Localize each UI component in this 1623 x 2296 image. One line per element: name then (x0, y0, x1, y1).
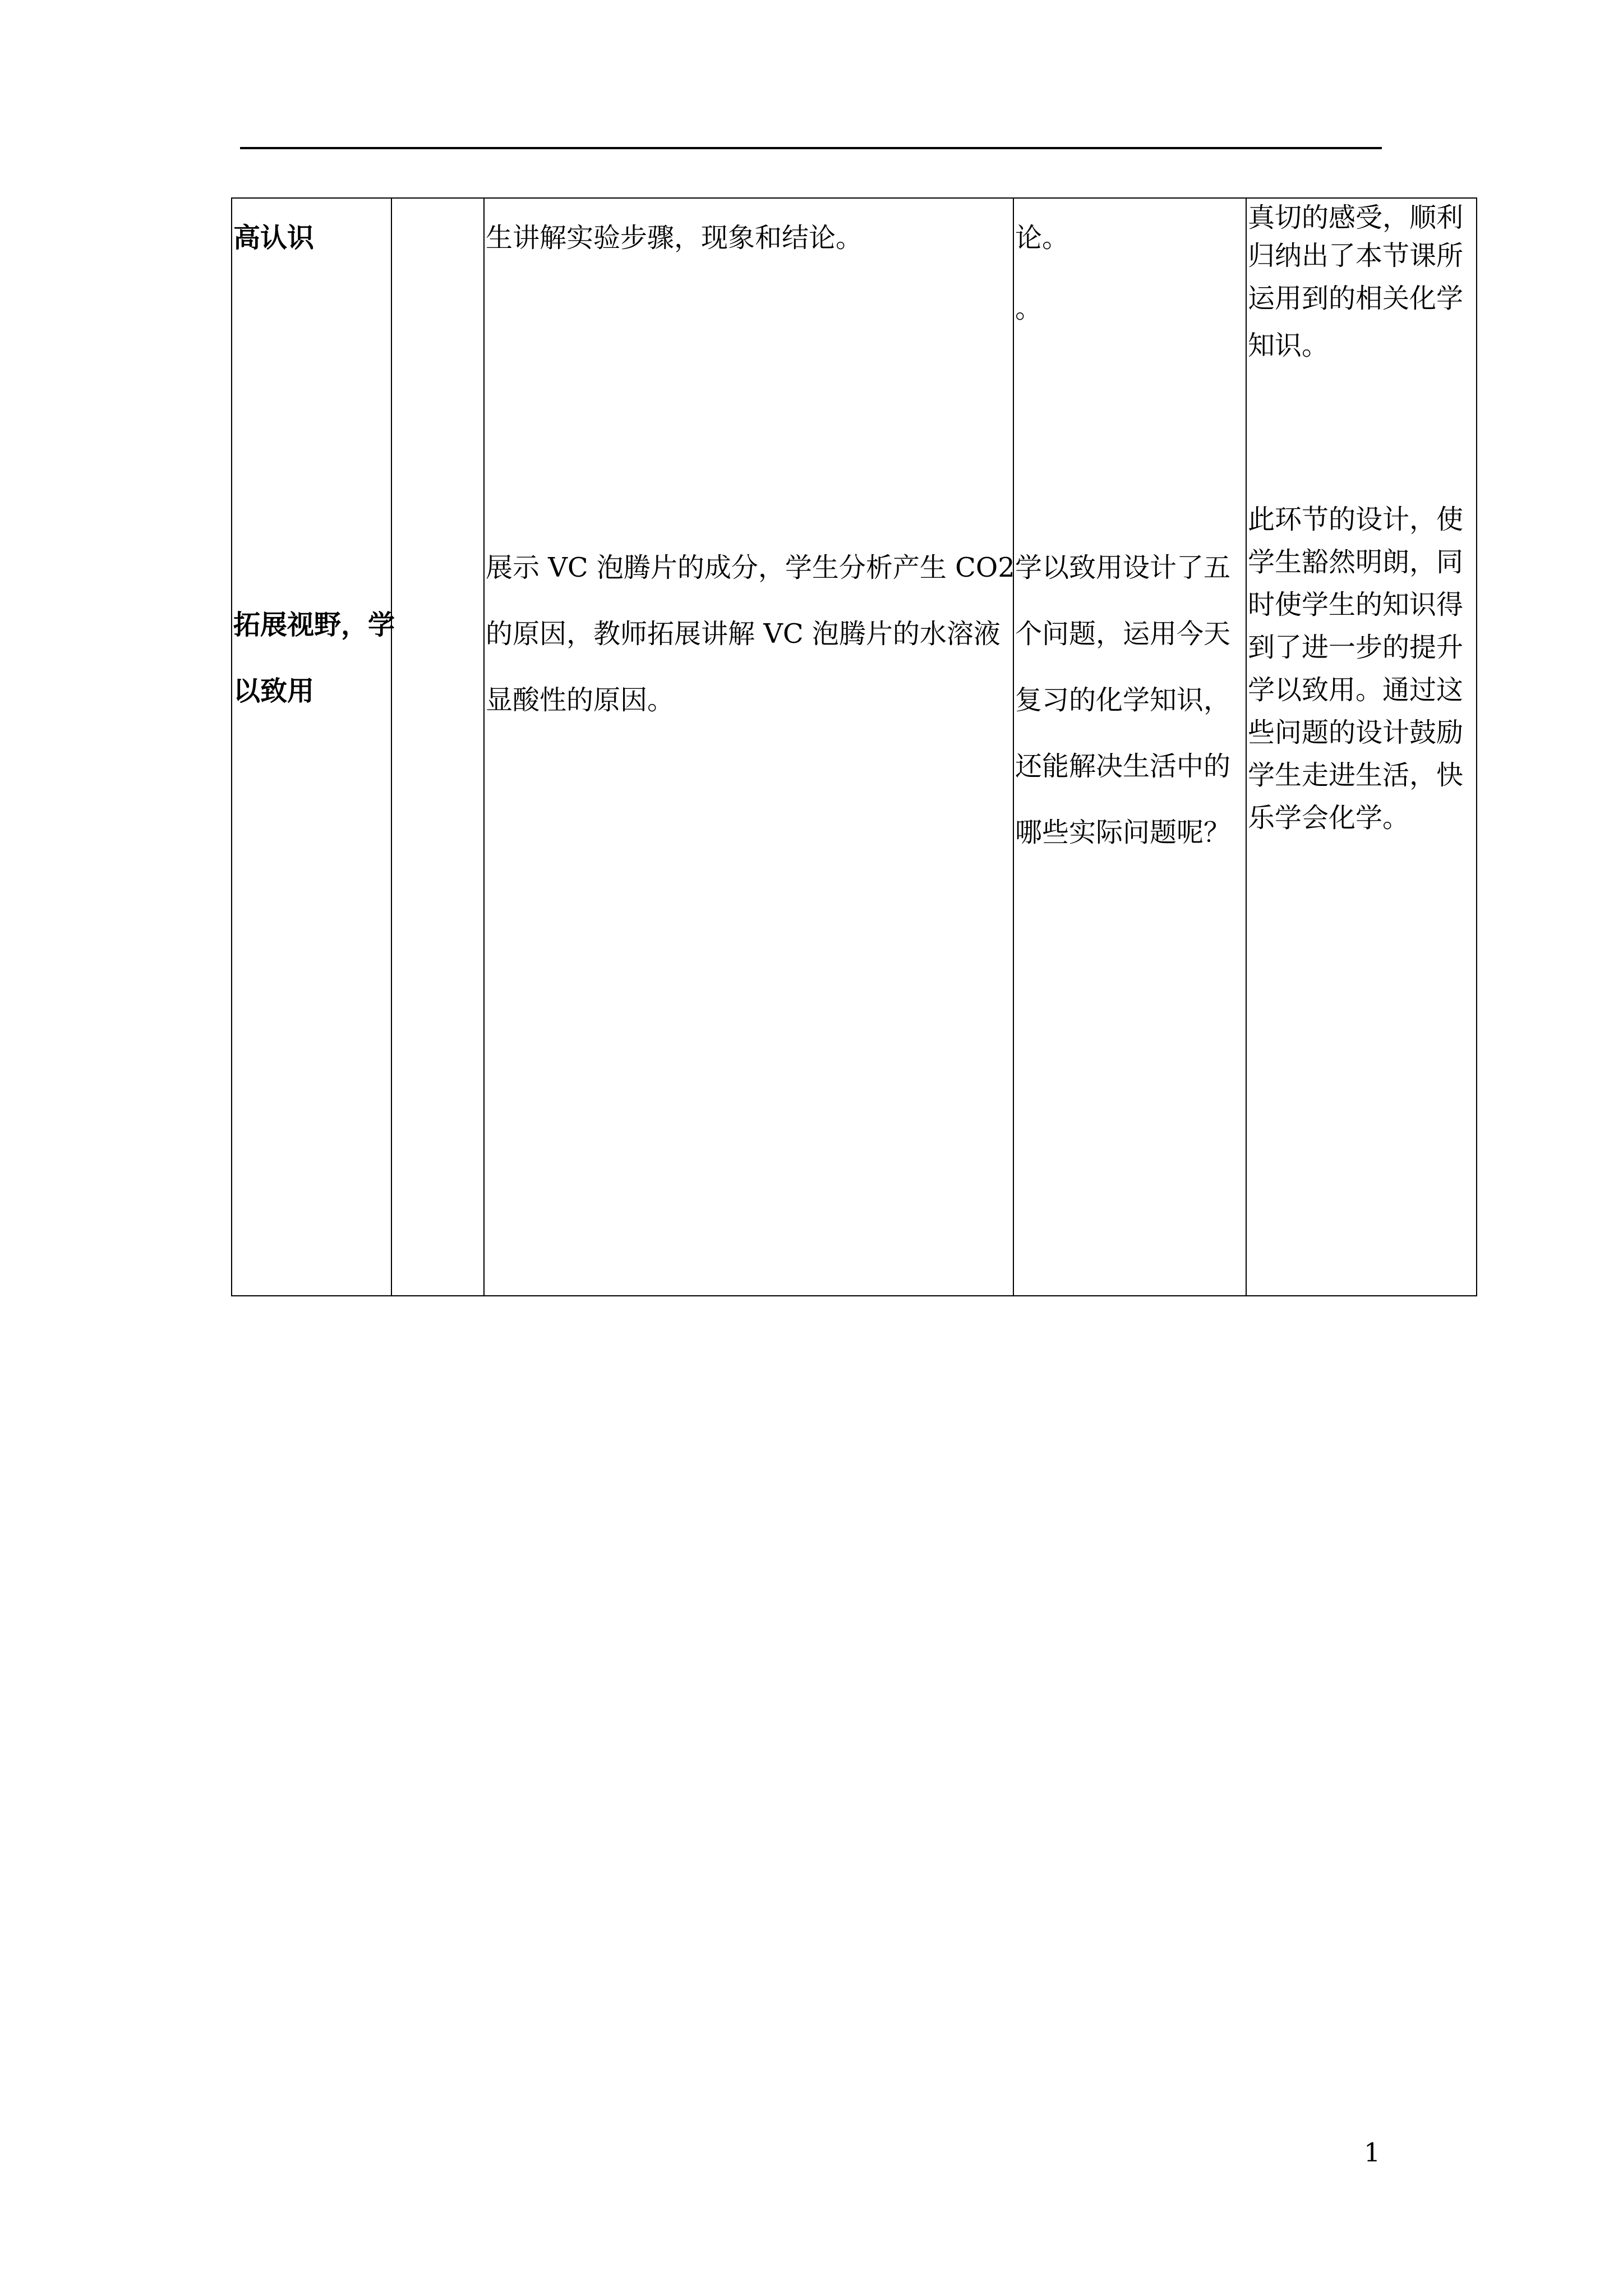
student-activity-row2-line1: 学以致用设计了五 (1015, 552, 1231, 583)
design-intent-row2-line4: 到了进一步的提升 (1248, 632, 1464, 663)
student-activity-row2-line2: 个问题，运用今天 (1015, 618, 1231, 650)
design-intent-row2-line8: 乐学会化学。 (1248, 802, 1410, 834)
teacher-activity-row2-line2: 的原因，教师拓展讲解 VC 泡腾片的水溶液 (486, 618, 1000, 650)
page-number: 1 (1364, 2137, 1381, 2168)
design-intent-row2-line5: 学以致用。通过这 (1248, 674, 1464, 706)
design-intent-row1-line1: 真切的感受，顺利 (1248, 202, 1464, 233)
header-rule (240, 147, 1382, 149)
design-intent-row2-line2: 学生豁然明朗，同 (1248, 546, 1464, 578)
column-divider (391, 197, 392, 1296)
design-intent-row1-line3: 运用到的相关化学 (1248, 283, 1464, 314)
stage-label-row1: 高认识 (233, 222, 315, 254)
column-divider (483, 197, 485, 1296)
student-activity-row1-line2: 。 (1015, 293, 1043, 324)
stage-label-row2-line1: 拓展视野，学 (233, 609, 395, 641)
design-intent-row1-line4: 知识。 (1248, 330, 1329, 361)
student-activity-row2-line4: 还能解决生活中的 (1015, 751, 1231, 782)
student-activity-row2-line3: 复习的化学知识， (1015, 684, 1231, 716)
design-intent-row1-line2: 归纳出了本节课所 (1248, 240, 1464, 272)
student-activity-row2-line5: 哪些实际问题呢？ (1015, 817, 1231, 848)
design-intent-row2-line3: 时使学生的知识得 (1248, 589, 1464, 620)
teacher-activity-row1: 生讲解实验步骤，现象和结论。 (486, 222, 863, 254)
teacher-activity-row2-line3: 显酸性的原因。 (486, 684, 675, 716)
column-divider (1013, 197, 1014, 1296)
student-activity-row1-line1: 论。 (1015, 222, 1069, 254)
teacher-activity-row2-line1: 展示 VC 泡腾片的成分，学生分析产生 CO2 (486, 552, 1015, 583)
design-intent-row2-line6: 些问题的设计鼓励 (1248, 717, 1464, 748)
design-intent-row2-line7: 学生走进生活，快 (1248, 760, 1464, 791)
stage-label-row2-line2: 以致用 (233, 675, 315, 707)
column-divider (1246, 197, 1247, 1296)
design-intent-row2-line1: 此环节的设计，使 (1248, 504, 1464, 535)
